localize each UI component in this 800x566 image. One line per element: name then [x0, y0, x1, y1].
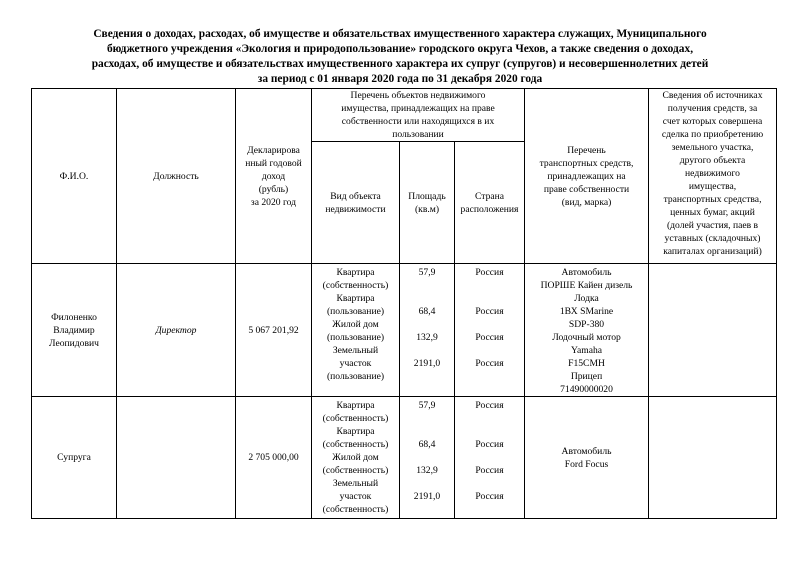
- transport-item: ПОРШЕ Кайен дизель: [540, 280, 633, 291]
- area-value: 132,9: [416, 465, 438, 476]
- realty-object: (собственность): [322, 413, 389, 424]
- realty-object: участок: [339, 358, 372, 369]
- sources-cell: [649, 397, 777, 519]
- transport-item: Лодочный мотор: [552, 332, 621, 343]
- realty-object: Земельный: [332, 478, 379, 489]
- area-value: 68,4: [418, 306, 436, 317]
- transport-item: 71490000020: [560, 384, 613, 395]
- person-name: Супруга: [32, 397, 117, 519]
- realty-object: участок: [339, 491, 372, 502]
- realty-object: (пользование): [326, 306, 385, 317]
- transport-item: 1ВХ SMarine: [559, 306, 614, 317]
- area-list: [400, 264, 455, 397]
- area-value: 2191,0: [413, 358, 441, 369]
- realty-object: Квартира: [336, 267, 375, 278]
- realty-object: (собственность): [322, 280, 389, 291]
- realty-object: (собственность): [322, 465, 389, 476]
- transport-item: Ford Focus: [564, 458, 609, 470]
- transport-item: Прицеп: [570, 371, 603, 382]
- title-line: Сведения о доходах, расходах, об имуществе и обязательствах имущественного характера служащих, Муниципального: [93, 28, 707, 40]
- transport-item: Yamaha: [571, 345, 603, 356]
- country-value: Россия: [475, 491, 504, 502]
- country-value: Россия: [475, 306, 504, 317]
- transport-item: Автомобиль: [561, 445, 612, 457]
- country-value: Россия: [475, 267, 504, 278]
- header-area: Площадь (кв.м): [400, 142, 455, 264]
- realty-object: (пользование): [326, 332, 385, 343]
- header-sources: Сведения об источниках получения средств, за счет которых совершена сделка по приобретению земельного участка, другого объекта недвижимого имущества, транспортных средства, ценных бумаг, акций (долей участия, паев в уставных (складочных) капиталах организаций): [649, 89, 777, 264]
- realty-object: Жилой дом: [332, 452, 379, 463]
- person-income: 5 067 201,92: [236, 264, 312, 397]
- country-value: Россия: [475, 358, 504, 369]
- realty-object-list: [312, 264, 400, 397]
- sources-cell: [649, 264, 777, 397]
- title-line: расходах, об имуществе и обязательствах имущественного характера их супруг (супругов) и несовершеннолетних детей: [91, 58, 709, 70]
- transport-list: [525, 397, 649, 519]
- country-value: Россия: [475, 400, 504, 411]
- table-row: [32, 264, 777, 397]
- realty-object: (собственность): [322, 439, 389, 450]
- area-value: 2191,0: [413, 491, 441, 502]
- header-country: Страна расположения: [455, 142, 525, 264]
- area-value: 57,9: [418, 267, 436, 278]
- realty-object: Квартира: [336, 426, 375, 437]
- transport-item: SDP-380: [568, 319, 605, 330]
- country-list: [455, 264, 525, 397]
- realty-object: Жилой дом: [332, 319, 379, 330]
- country-value: Россия: [475, 439, 504, 450]
- title-line: за период с 01 января 2020 года по 31 декабря 2020 года: [257, 73, 543, 85]
- header-transport: Перечень транспортных средств, принадлежащих на праве собственности (вид, марка): [525, 89, 649, 264]
- title-line: бюджетного учреждения «Экология и природопользование» городского округа Чехов, а также сведения о доходах,: [106, 43, 694, 55]
- person-position: Директор: [117, 264, 236, 397]
- realty-object: Квартира: [336, 400, 375, 411]
- area-list: [400, 397, 455, 519]
- realty-object: (пользование): [326, 371, 385, 382]
- area-value: 57,9: [418, 400, 436, 411]
- header-row: [32, 89, 777, 142]
- transport-item: F15CMH: [568, 358, 605, 369]
- header-position: Должность: [117, 89, 236, 264]
- transport-list: [525, 264, 649, 397]
- realty-object-list: [312, 397, 400, 519]
- document-title: [20, 27, 780, 87]
- country-list: [455, 397, 525, 519]
- person-income: 2 705 000,00: [236, 397, 312, 519]
- transport-item: Лодка: [574, 293, 599, 304]
- header-fio: Ф.И.О.: [32, 89, 117, 264]
- header-object-type: Вид объекта недвижимости: [312, 142, 400, 264]
- table-row: [32, 397, 777, 519]
- declaration-table: [31, 88, 777, 519]
- person-name: Филоненко Владимир Леопидович: [32, 264, 117, 397]
- person-position: [117, 397, 236, 519]
- country-value: Россия: [475, 465, 504, 476]
- realty-object: Земельный: [332, 345, 379, 356]
- country-value: Россия: [475, 332, 504, 343]
- realty-object: Квартира: [336, 293, 375, 304]
- area-value: 68,4: [418, 439, 436, 450]
- header-realty-group: Перечень объектов недвижимого имущества, принадлежащих на праве собственности или находящихся в их пользовании: [312, 89, 525, 142]
- header-income: Декларирова нный годовой доход (рубль) за 2020 год: [236, 89, 312, 264]
- realty-object: (собственность): [322, 504, 389, 515]
- area-value: 132,9: [416, 332, 438, 343]
- transport-item: Автомобиль: [561, 267, 612, 278]
